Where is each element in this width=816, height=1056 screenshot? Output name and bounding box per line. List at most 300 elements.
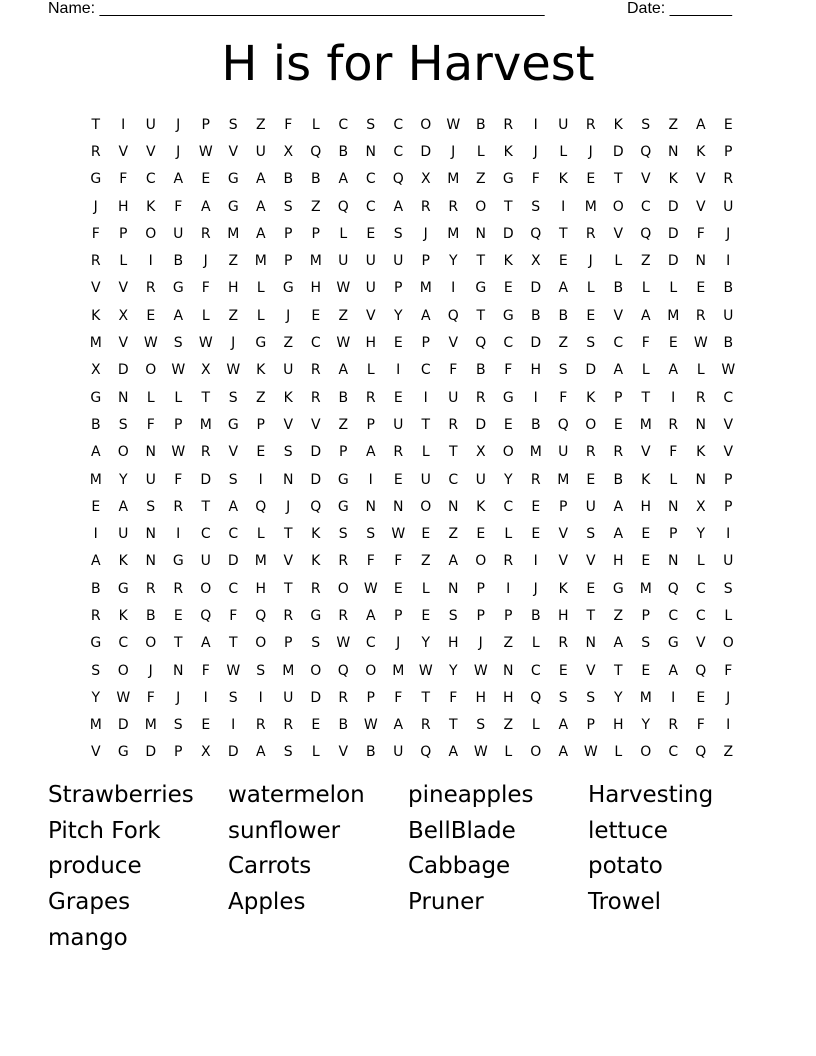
grid-letter[interactable]: M [227, 225, 240, 242]
grid-letter[interactable]: K [696, 444, 706, 461]
grid-letter[interactable]: W [336, 280, 351, 297]
grid-letter[interactable]: C [365, 171, 376, 188]
grid-letter[interactable]: V [695, 635, 706, 652]
grid-letter[interactable]: L [256, 526, 265, 543]
grid-letter[interactable]: H [310, 280, 322, 297]
grid-letter[interactable]: O [640, 744, 652, 761]
grid-letter[interactable]: K [558, 171, 568, 188]
grid-letter[interactable]: F [201, 280, 210, 297]
grid-letter[interactable]: P [421, 253, 430, 270]
grid-letter[interactable]: A [668, 662, 679, 679]
grid-letter[interactable]: P [174, 416, 183, 433]
grid-letter[interactable]: T [283, 580, 293, 597]
grid-letter[interactable]: E [641, 526, 651, 543]
grid-letter[interactable]: T [91, 116, 101, 133]
grid-letter[interactable]: Z [310, 198, 321, 215]
grid-letter[interactable]: Q [557, 416, 569, 433]
grid-letter[interactable]: G [337, 498, 349, 515]
grid-letter[interactable]: M [639, 689, 652, 706]
grid-letter[interactable]: S [476, 717, 486, 734]
grid-letter[interactable]: Q [255, 607, 267, 624]
grid-letter[interactable]: N [668, 498, 679, 515]
grid-letter[interactable]: F [394, 689, 403, 706]
grid-letter[interactable]: V [695, 171, 706, 188]
grid-letter[interactable]: C [668, 607, 679, 624]
grid-letter[interactable]: T [201, 498, 211, 515]
grid-letter[interactable]: S [311, 635, 321, 652]
grid-letter[interactable]: B [558, 307, 569, 324]
grid-letter[interactable]: W [473, 744, 488, 761]
grid-letter[interactable]: H [255, 580, 267, 597]
grid-letter[interactable]: M [282, 662, 295, 679]
grid-letter[interactable]: Z [228, 253, 239, 270]
grid-letter[interactable]: V [613, 225, 624, 242]
grid-letter[interactable]: G [90, 171, 102, 188]
grid-letter[interactable]: B [530, 607, 541, 624]
grid-letter[interactable]: T [421, 416, 431, 433]
grid-letter[interactable]: Z [338, 307, 349, 324]
grid-letter[interactable]: N [393, 498, 404, 515]
grid-letter[interactable]: S [586, 526, 596, 543]
grid-letter[interactable]: J [148, 662, 153, 679]
grid-letter[interactable]: S [118, 416, 128, 433]
grid-letter[interactable]: N [503, 662, 514, 679]
grid-letter[interactable]: R [668, 416, 679, 433]
grid-letter[interactable]: R [420, 717, 431, 734]
word-search-grid[interactable] [82, 111, 742, 766]
grid-letter[interactable]: E [531, 526, 541, 543]
grid-letter[interactable]: Q [200, 607, 212, 624]
name-field[interactable]: Name: __________________________________________________ [48, 0, 545, 17]
grid-letter[interactable]: A [448, 553, 459, 570]
grid-letter[interactable]: U [420, 471, 431, 488]
grid-letter[interactable]: T [448, 717, 458, 734]
grid-letter[interactable]: A [338, 171, 349, 188]
grid-letter[interactable]: H [227, 280, 239, 297]
grid-letter[interactable]: S [173, 717, 183, 734]
grid-letter[interactable]: S [641, 116, 651, 133]
grid-letter[interactable]: H [640, 498, 652, 515]
grid-letter[interactable]: K [311, 526, 321, 543]
grid-letter[interactable]: Z [558, 335, 569, 352]
grid-letter[interactable]: B [723, 335, 734, 352]
grid-letter[interactable]: L [339, 225, 348, 242]
grid-letter[interactable]: P [284, 635, 293, 652]
grid-letter[interactable]: V [365, 307, 376, 324]
grid-letter[interactable]: J [533, 143, 538, 160]
grid-letter[interactable]: N [695, 253, 706, 270]
grid-letter[interactable]: E [531, 498, 541, 515]
grid-letter[interactable]: Y [91, 689, 101, 706]
grid-letter[interactable]: Z [255, 116, 266, 133]
grid-letter[interactable]: S [558, 362, 568, 379]
grid-letter[interactable]: H [612, 717, 624, 734]
grid-letter[interactable]: E [421, 526, 431, 543]
grid-letter[interactable]: K [118, 607, 128, 624]
grid-letter[interactable]: M [639, 580, 652, 597]
grid-letter[interactable]: C [338, 116, 349, 133]
grid-letter[interactable]: J [286, 307, 291, 324]
grid-letter[interactable]: A [613, 362, 624, 379]
grid-letter[interactable]: D [145, 744, 157, 761]
grid-letter[interactable]: O [145, 225, 157, 242]
grid-letter[interactable]: E [393, 335, 403, 352]
grid-letter[interactable]: W [336, 635, 351, 652]
grid-letter[interactable]: E [586, 307, 596, 324]
grid-letter[interactable]: B [365, 744, 376, 761]
grid-letter[interactable]: L [504, 526, 513, 543]
grid-letter[interactable]: F [669, 444, 678, 461]
grid-letter[interactable]: O [475, 553, 487, 570]
grid-letter[interactable]: C [503, 498, 514, 515]
grid-letter[interactable]: R [145, 580, 156, 597]
grid-letter[interactable]: S [146, 498, 156, 515]
grid-letter[interactable]: U [723, 198, 734, 215]
grid-letter[interactable]: R [695, 389, 706, 406]
grid-letter[interactable]: N [365, 143, 376, 160]
grid-letter[interactable]: M [254, 553, 267, 570]
grid-letter[interactable]: U [173, 225, 184, 242]
grid-letter[interactable]: F [201, 662, 210, 679]
grid-letter[interactable]: P [724, 471, 733, 488]
grid-letter[interactable]: V [640, 444, 651, 461]
grid-letter[interactable]: Z [503, 635, 514, 652]
grid-letter[interactable]: P [284, 225, 293, 242]
grid-letter[interactable]: H [365, 335, 377, 352]
grid-letter[interactable]: A [338, 362, 349, 379]
grid-letter[interactable]: E [558, 253, 568, 270]
grid-letter[interactable]: R [173, 580, 184, 597]
grid-letter[interactable]: C [365, 198, 376, 215]
grid-letter[interactable]: P [174, 744, 183, 761]
grid-letter[interactable]: B [613, 471, 624, 488]
grid-letter[interactable]: F [119, 171, 128, 188]
grid-letter[interactable]: K [91, 307, 101, 324]
grid-letter[interactable]: L [614, 744, 623, 761]
grid-letter[interactable]: G [172, 280, 184, 297]
grid-letter[interactable]: A [255, 744, 266, 761]
grid-letter[interactable]: A [90, 444, 101, 461]
grid-letter[interactable]: K [146, 198, 156, 215]
grid-letter[interactable]: C [200, 526, 211, 543]
grid-letter[interactable]: G [117, 580, 129, 597]
grid-letter[interactable]: A [90, 553, 101, 570]
grid-letter[interactable]: U [283, 689, 294, 706]
grid-letter[interactable]: O [117, 444, 129, 461]
grid-letter[interactable]: Y [421, 635, 431, 652]
grid-letter[interactable]: R [310, 389, 321, 406]
grid-letter[interactable]: S [366, 116, 376, 133]
grid-letter[interactable]: E [668, 335, 678, 352]
grid-letter[interactable]: D [310, 689, 322, 706]
grid-letter[interactable]: G [227, 198, 239, 215]
grid-letter[interactable]: F [366, 553, 375, 570]
grid-letter[interactable]: X [200, 744, 211, 761]
grid-letter[interactable]: L [696, 362, 705, 379]
grid-letter[interactable]: V [228, 143, 239, 160]
grid-letter[interactable]: D [227, 553, 239, 570]
grid-letter[interactable]: J [93, 198, 98, 215]
grid-letter[interactable]: N [695, 471, 706, 488]
grid-letter[interactable]: R [283, 607, 294, 624]
grid-letter[interactable]: F [146, 689, 155, 706]
grid-letter[interactable]: J [478, 635, 483, 652]
grid-letter[interactable]: I [671, 389, 676, 406]
grid-letter[interactable]: A [228, 498, 239, 515]
grid-letter[interactable]: D [502, 225, 514, 242]
grid-letter[interactable]: H [475, 689, 487, 706]
grid-letter[interactable]: R [558, 635, 569, 652]
grid-letter[interactable]: W [116, 689, 131, 706]
grid-letter[interactable]: A [613, 635, 624, 652]
grid-letter[interactable]: O [585, 416, 597, 433]
grid-letter[interactable]: O [502, 444, 514, 461]
grid-letter[interactable]: F [696, 717, 705, 734]
grid-letter[interactable]: O [200, 580, 212, 597]
grid-letter[interactable]: S [256, 662, 266, 679]
grid-letter[interactable]: U [585, 498, 596, 515]
grid-letter[interactable]: P [366, 416, 375, 433]
grid-letter[interactable]: P [311, 225, 320, 242]
grid-letter[interactable]: L [504, 744, 513, 761]
grid-letter[interactable]: R [448, 416, 459, 433]
grid-letter[interactable]: Y [448, 662, 458, 679]
grid-letter[interactable]: D [667, 253, 679, 270]
grid-letter[interactable]: A [613, 526, 624, 543]
grid-letter[interactable]: J [176, 143, 181, 160]
grid-letter[interactable]: E [393, 389, 403, 406]
grid-letter[interactable]: V [145, 143, 156, 160]
grid-letter[interactable]: L [614, 253, 623, 270]
grid-letter[interactable]: E [586, 580, 596, 597]
grid-letter[interactable]: A [118, 498, 129, 515]
grid-letter[interactable]: Y [696, 526, 706, 543]
grid-letter[interactable]: T [201, 389, 211, 406]
grid-letter[interactable]: X [283, 143, 294, 160]
grid-letter[interactable]: L [421, 580, 430, 597]
grid-letter[interactable]: V [310, 416, 321, 433]
grid-letter[interactable]: C [530, 662, 541, 679]
grid-letter[interactable]: P [641, 607, 650, 624]
grid-letter[interactable]: B [475, 362, 486, 379]
grid-letter[interactable]: V [338, 744, 349, 761]
grid-letter[interactable]: Y [118, 471, 128, 488]
grid-letter[interactable]: T [476, 253, 486, 270]
grid-letter[interactable]: U [118, 526, 129, 543]
grid-letter[interactable]: F [394, 553, 403, 570]
grid-letter[interactable]: N [695, 416, 706, 433]
grid-letter[interactable]: B [338, 143, 349, 160]
grid-letter[interactable]: V [695, 198, 706, 215]
grid-letter[interactable]: S [366, 526, 376, 543]
grid-letter[interactable]: V [558, 553, 569, 570]
grid-letter[interactable]: F [504, 362, 513, 379]
grid-letter[interactable]: E [558, 662, 568, 679]
grid-letter[interactable]: T [448, 444, 458, 461]
grid-letter[interactable]: G [612, 580, 624, 597]
grid-letter[interactable]: W [171, 444, 186, 461]
grid-letter[interactable]: S [586, 335, 596, 352]
grid-letter[interactable]: B [613, 280, 624, 297]
grid-letter[interactable]: P [394, 280, 403, 297]
grid-letter[interactable]: F [696, 225, 705, 242]
grid-letter[interactable]: G [475, 280, 487, 297]
grid-letter[interactable]: Z [503, 717, 514, 734]
grid-letter[interactable]: K [283, 389, 293, 406]
grid-letter[interactable]: P [339, 444, 348, 461]
grid-letter[interactable]: N [145, 553, 156, 570]
grid-letter[interactable]: U [475, 471, 486, 488]
grid-letter[interactable]: M [199, 416, 212, 433]
grid-letter[interactable]: C [228, 580, 239, 597]
grid-letter[interactable]: W [446, 116, 461, 133]
grid-letter[interactable]: S [283, 744, 293, 761]
grid-letter[interactable]: S [283, 198, 293, 215]
grid-letter[interactable]: D [585, 362, 597, 379]
grid-letter[interactable]: I [148, 253, 153, 270]
grid-letter[interactable]: U [200, 553, 211, 570]
grid-letter[interactable]: W [226, 362, 241, 379]
grid-letter[interactable]: A [255, 171, 266, 188]
grid-letter[interactable]: L [531, 635, 540, 652]
grid-letter[interactable]: X [475, 444, 486, 461]
grid-letter[interactable]: V [585, 662, 596, 679]
grid-letter[interactable]: T [283, 526, 293, 543]
grid-letter[interactable]: P [394, 607, 403, 624]
grid-letter[interactable]: B [283, 171, 294, 188]
grid-letter[interactable]: Y [503, 471, 513, 488]
grid-letter[interactable]: L [669, 471, 678, 488]
grid-letter[interactable]: Q [310, 498, 322, 515]
grid-letter[interactable]: A [695, 116, 706, 133]
grid-letter[interactable]: V [723, 416, 734, 433]
grid-letter[interactable]: G [502, 389, 514, 406]
grid-letter[interactable]: T [558, 225, 568, 242]
grid-letter[interactable]: T [586, 607, 596, 624]
grid-letter[interactable]: Q [640, 225, 652, 242]
grid-letter[interactable]: Q [475, 335, 487, 352]
grid-letter[interactable]: O [145, 362, 157, 379]
grid-letter[interactable]: R [420, 198, 431, 215]
grid-letter[interactable]: Z [228, 307, 239, 324]
grid-letter[interactable]: K [503, 143, 513, 160]
grid-letter[interactable]: N [173, 662, 184, 679]
grid-letter[interactable]: F [174, 471, 183, 488]
grid-letter[interactable]: F [174, 198, 183, 215]
grid-letter[interactable]: O [530, 744, 542, 761]
grid-letter[interactable]: R [310, 362, 321, 379]
grid-letter[interactable]: D [475, 416, 487, 433]
grid-letter[interactable]: I [671, 689, 676, 706]
grid-letter[interactable]: N [145, 526, 156, 543]
grid-letter[interactable]: E [201, 717, 211, 734]
grid-letter[interactable]: K [586, 389, 596, 406]
grid-letter[interactable]: R [503, 553, 514, 570]
grid-letter[interactable]: C [503, 335, 514, 352]
grid-letter[interactable]: E [173, 607, 183, 624]
grid-letter[interactable]: V [90, 744, 101, 761]
grid-letter[interactable]: A [173, 171, 184, 188]
grid-letter[interactable]: O [145, 635, 157, 652]
grid-letter[interactable]: C [145, 171, 156, 188]
grid-letter[interactable]: U [255, 143, 266, 160]
grid-letter[interactable]: U [365, 280, 376, 297]
grid-letter[interactable]: P [476, 580, 485, 597]
grid-letter[interactable]: P [669, 526, 678, 543]
grid-letter[interactable]: P [284, 253, 293, 270]
grid-letter[interactable]: R [90, 143, 101, 160]
grid-letter[interactable]: K [476, 498, 486, 515]
grid-letter[interactable]: N [118, 389, 129, 406]
grid-letter[interactable]: G [90, 389, 102, 406]
grid-letter[interactable]: X [90, 362, 101, 379]
grid-letter[interactable]: V [585, 553, 596, 570]
grid-letter[interactable]: R [338, 607, 349, 624]
grid-letter[interactable]: A [200, 198, 211, 215]
grid-letter[interactable]: G [90, 635, 102, 652]
grid-letter[interactable]: C [695, 607, 706, 624]
grid-letter[interactable]: B [530, 307, 541, 324]
grid-letter[interactable]: A [393, 198, 404, 215]
grid-letter[interactable]: W [721, 362, 736, 379]
grid-letter[interactable]: R [283, 717, 294, 734]
grid-letter[interactable]: S [228, 471, 238, 488]
grid-letter[interactable]: Q [337, 198, 349, 215]
grid-letter[interactable]: R [338, 689, 349, 706]
grid-letter[interactable]: R [90, 607, 101, 624]
grid-letter[interactable]: Q [392, 171, 404, 188]
grid-letter[interactable]: C [393, 116, 404, 133]
grid-letter[interactable]: E [393, 471, 403, 488]
grid-letter[interactable]: V [613, 307, 624, 324]
grid-letter[interactable]: D [117, 362, 129, 379]
grid-letter[interactable]: D [667, 225, 679, 242]
grid-letter[interactable]: L [669, 280, 678, 297]
grid-letter[interactable]: K [668, 171, 678, 188]
grid-letter[interactable]: I [423, 389, 428, 406]
grid-letter[interactable]: I [258, 471, 263, 488]
grid-letter[interactable]: E [393, 580, 403, 597]
grid-letter[interactable]: B [310, 171, 321, 188]
grid-letter[interactable]: J [176, 116, 181, 133]
grid-letter[interactable]: R [200, 444, 211, 461]
grid-letter[interactable]: U [283, 362, 294, 379]
grid-letter[interactable]: U [448, 389, 459, 406]
grid-letter[interactable]: P [724, 143, 733, 160]
grid-letter[interactable]: D [117, 717, 129, 734]
grid-letter[interactable]: I [93, 526, 98, 543]
grid-letter[interactable]: I [533, 116, 538, 133]
grid-letter[interactable]: L [146, 389, 155, 406]
grid-letter[interactable]: B [173, 253, 184, 270]
grid-letter[interactable]: G [117, 744, 129, 761]
grid-letter[interactable]: F [229, 607, 238, 624]
grid-letter[interactable]: J [286, 498, 291, 515]
grid-letter[interactable]: T [503, 198, 513, 215]
grid-letter[interactable]: O [310, 662, 322, 679]
grid-letter[interactable]: O [365, 662, 377, 679]
grid-letter[interactable]: J [203, 253, 208, 270]
grid-letter[interactable]: F [449, 689, 458, 706]
grid-letter[interactable]: Z [420, 553, 431, 570]
grid-letter[interactable]: K [256, 362, 266, 379]
grid-letter[interactable]: L [641, 280, 650, 297]
grid-letter[interactable]: P [256, 416, 265, 433]
grid-letter[interactable]: E [586, 471, 596, 488]
grid-letter[interactable]: L [531, 717, 540, 734]
grid-letter[interactable]: U [338, 253, 349, 270]
grid-letter[interactable]: Y [613, 689, 623, 706]
